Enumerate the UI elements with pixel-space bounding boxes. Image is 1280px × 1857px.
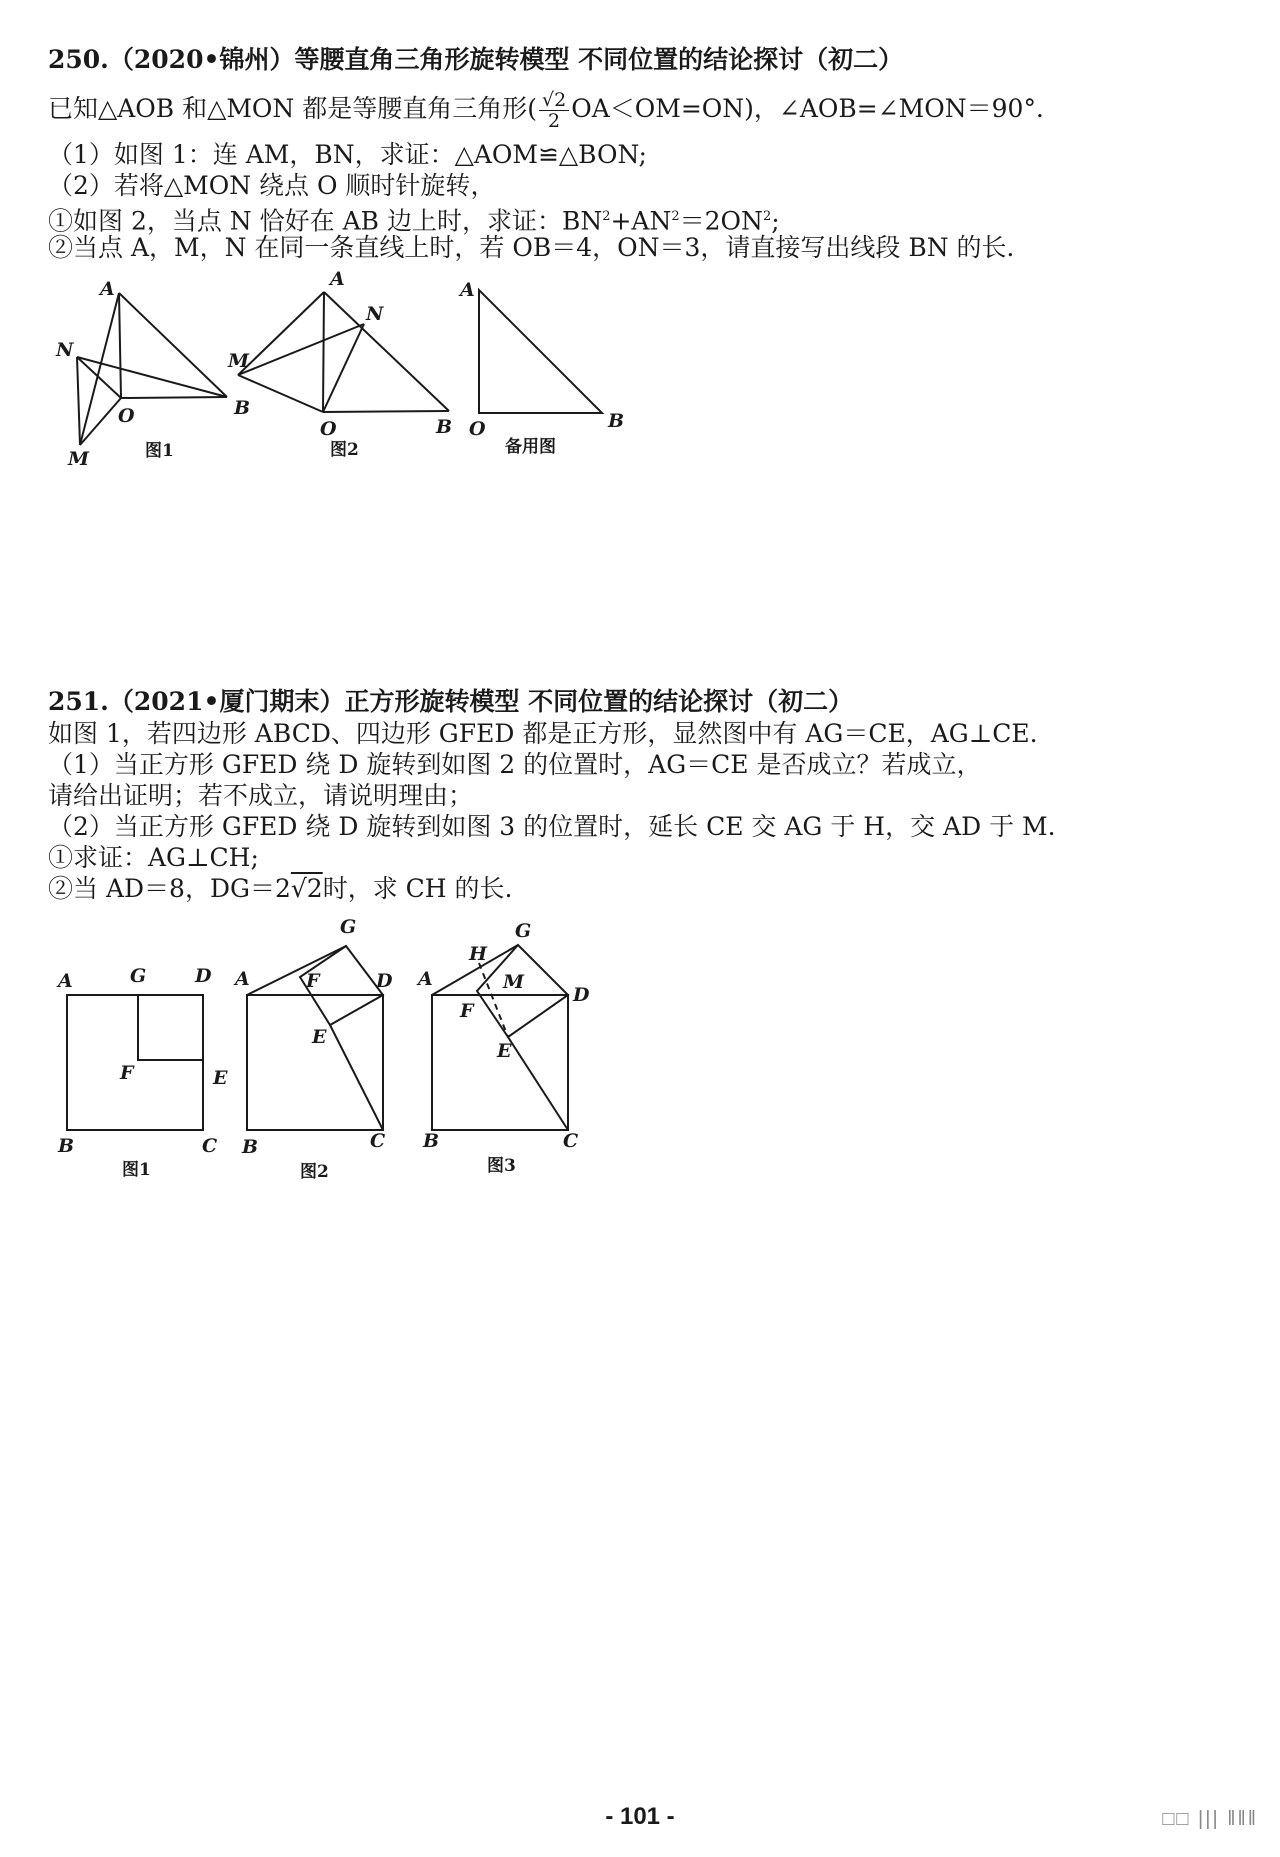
square-ABCD <box>247 995 383 1130</box>
figure-250-2 <box>260 265 460 475</box>
point-label-C: C <box>563 1130 579 1152</box>
q2b-text-b: 时，求 CH 的长. <box>322 874 513 903</box>
figure-caption: 图2 <box>300 1162 329 1182</box>
given-text-a: 已知△AOB 和△MON 都是等腰直角三角形( <box>48 94 537 123</box>
figure-250-2-left-label <box>226 345 256 375</box>
point-label-M: M <box>228 350 250 372</box>
fraction-denominator: 2 <box>548 110 561 132</box>
figure-caption: 图1 <box>145 441 174 461</box>
figure-caption: 图1 <box>122 1160 151 1180</box>
point-label-B: B <box>58 1135 75 1157</box>
point-label-G: G <box>515 920 532 942</box>
segment-AO <box>323 292 324 412</box>
problem-250-q2b: ②当点 A，M，N 在同一条直线上时，若 OB＝4，ON＝3，请直接写出线段 BN 的长． <box>48 233 1032 262</box>
corner-scan-marks: □□ ||| ‖‖‖ <box>1162 1808 1258 1830</box>
segment-AB <box>324 292 449 411</box>
q2a-text-d: ; <box>771 206 780 236</box>
point-label-D: D <box>573 984 590 1006</box>
point-label-H: H <box>469 943 487 965</box>
q2b-text-a: ②当 AD＝8，DG＝2 <box>48 874 291 903</box>
point-label-A: A <box>460 279 475 301</box>
superscript-2: 2 <box>671 209 680 224</box>
problem-251-q1a: （1）当正方形 GFED 绕 D 旋转到如图 2 的位置时，AG＝CE 是否成立？若成立， <box>48 750 982 779</box>
point-label-D: D <box>195 965 212 987</box>
point-label-C: C <box>370 1130 386 1152</box>
figure-caption: 图2 <box>330 440 359 460</box>
point-label-F: F <box>306 970 320 992</box>
point-label-B: B <box>242 1136 259 1158</box>
triangle-AOB <box>479 290 602 413</box>
point-label-O: O <box>469 418 486 440</box>
point-label-B: B <box>423 1130 440 1152</box>
point-label-G: G <box>130 965 147 987</box>
point-label-M: M <box>68 448 90 470</box>
problem-250-q2: （2）若将△MON 绕点 O 顺时针旋转， <box>48 171 496 200</box>
problem-250-q1: （1）如图 1：连 AM，BN，求证：△AOM≌△BON; <box>48 140 647 169</box>
q2a-text-c: ＝2ON <box>679 206 763 236</box>
point-label-A: A <box>58 970 73 992</box>
point-label-O: O <box>320 418 337 440</box>
point-label-E: E <box>213 1067 228 1089</box>
figure-251-3 <box>415 915 605 1190</box>
fraction-numerator: √2 <box>539 90 569 111</box>
segment-AB <box>119 293 227 397</box>
problem-251-intro: 如图 1，若四边形 ABCD、四边形 GFED 都是正方形，显然图中有 AG＝CE，AG⊥CE. <box>48 719 1038 748</box>
figure-251-2 <box>230 915 420 1190</box>
figure-caption: 备用图 <box>505 437 556 457</box>
superscript-2: 2 <box>762 209 772 224</box>
segment-OB <box>323 411 449 412</box>
point-label-E: E <box>312 1026 327 1048</box>
segment-AG <box>247 946 346 995</box>
problem-251-q2a: ①求证：AG⊥CH; <box>48 843 259 872</box>
segment-AO <box>119 293 121 398</box>
sqrt-2: √2 <box>290 874 323 903</box>
problem-251-q2b <box>48 873 513 905</box>
segment-EC <box>508 1037 568 1130</box>
point-label-A: A <box>418 968 433 990</box>
superscript-2: 2 <box>602 209 611 224</box>
figure-251-1 <box>50 960 240 1190</box>
problem-250-title: 250.（2020•锦州）等腰直角三角形旋转模型 不同位置的结论探讨（初二） <box>48 45 904 74</box>
figure-caption: 图3 <box>487 1156 516 1176</box>
problem-251-q1b: 请给出证明；若不成立，请说明理由； <box>48 781 474 810</box>
point-label-F: F <box>460 1000 474 1022</box>
q2a-text-b: +AN <box>610 206 672 236</box>
point-label-A: A <box>330 268 345 290</box>
point-label-B: B <box>608 410 625 432</box>
point-label-N: N <box>56 339 74 361</box>
point-label-A: A <box>100 278 115 300</box>
fraction-sqrt2-over-2 <box>539 90 569 131</box>
problem-250-given <box>48 90 1061 131</box>
point-label-D: D <box>376 970 393 992</box>
point-label-B: B <box>436 416 453 438</box>
q2a-text-a: ①如图 2，当点 N 恰好在 AB 边上时，求证：BN <box>48 206 603 236</box>
point-label-F: F <box>120 1062 134 1084</box>
point-label-G: G <box>340 916 357 938</box>
point-label-A: A <box>235 968 250 990</box>
point-label-E: E <box>497 1040 512 1062</box>
square-ABCD <box>67 995 203 1130</box>
point-label-B: B <box>234 397 251 419</box>
segment-NM <box>77 357 80 445</box>
problem-251-title: 251.（2021•厦门期末）正方形旋转模型 不同位置的结论探讨（初二） <box>48 687 854 716</box>
figure-250-spare <box>455 270 640 470</box>
problem-251-q2: （2）当正方形 GFED 绕 D 旋转到如图 3 的位置时，延长 CE 交 AG 于 H，交 AD 于 M. <box>48 812 1056 841</box>
square-GFED <box>138 995 203 1060</box>
point-label-N: N <box>366 303 384 325</box>
segment-OB <box>121 397 227 398</box>
point-label-C: C <box>202 1135 218 1157</box>
point-label-M: M <box>503 971 525 993</box>
given-text-b: OA＜OM=ON)，∠AOB=∠MON＝90°． <box>571 94 1061 123</box>
point-label-O: O <box>118 405 135 427</box>
page-number: - 101 - <box>605 1803 675 1830</box>
segment-EC <box>330 1025 383 1130</box>
figure-250-1 <box>40 270 260 485</box>
